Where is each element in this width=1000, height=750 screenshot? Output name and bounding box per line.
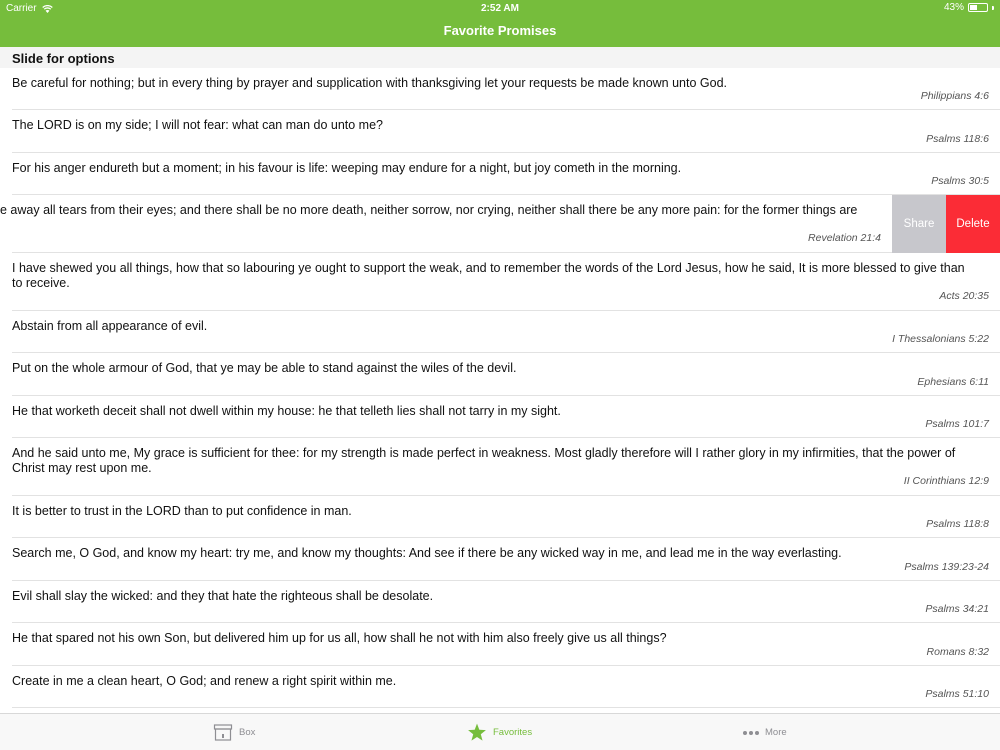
list-item[interactable] <box>0 538 1000 581</box>
tab-box-label: Box <box>239 727 256 738</box>
swiped-row-content[interactable] <box>0 195 1000 253</box>
list-item[interactable] <box>0 153 1000 195</box>
promise-text: It is better to trust in the LORD than to put confidence in man. <box>12 504 352 518</box>
list-item[interactable] <box>0 581 1000 623</box>
promise-text: Create in me a clean heart, O God; and renew a right spirit within me. <box>12 674 397 688</box>
box-icon <box>213 724 233 741</box>
status-bar <box>0 0 1000 16</box>
promise-reference: Psalms 34:21 <box>925 603 989 615</box>
promise-text: Be careful for nothing; but in every thing by prayer and supplication with thanksgiving let your requests be made known unto God. <box>12 76 728 90</box>
promise-text: And he said unto me, My grace is sufficient for thee: for my strength is made perfect in weakness. Most gladly therefore will I rather glory in my infirmities, that the power of Christ may rest upon me. <box>12 446 956 475</box>
list-item[interactable] <box>0 311 1000 353</box>
list-item[interactable] <box>0 353 1000 396</box>
tab-bar <box>0 713 1000 750</box>
promise-reference: Romans 8:32 <box>926 646 989 658</box>
carrier-label: Carrier <box>6 3 37 14</box>
battery-percent: 43% <box>943 2 964 13</box>
promise-reference: Psalms 101:7 <box>925 418 989 430</box>
promise-reference: Psalms 118:6 <box>926 133 989 145</box>
promise-reference: Philippians 4:6 <box>920 90 989 102</box>
promise-reference: II Corinthians 12:9 <box>903 475 989 487</box>
carrier-status <box>6 3 53 14</box>
list-item[interactable] <box>0 623 1000 666</box>
promise-text: For his anger endureth but a moment; in his favour is life: weeping may endure for a night, but joy cometh in the morning. <box>12 161 682 175</box>
battery-icon <box>968 3 988 12</box>
tab-favorites[interactable] <box>467 714 532 750</box>
list-item-swiped[interactable] <box>0 195 1000 253</box>
promise-reference: Acts 20:35 <box>939 290 989 302</box>
list-item[interactable] <box>0 253 1000 311</box>
promise-reference: Psalms 118:8 <box>926 518 989 530</box>
top-bar <box>0 0 1000 47</box>
promise-reference: I Thessalonians 5:22 <box>892 333 989 345</box>
list-item[interactable] <box>0 666 1000 708</box>
promise-reference: Psalms 139:23-24 <box>904 561 989 573</box>
promise-text: I have shewed you all things, how that so labouring ye ought to support the weak, and to remember the words of the Lord Jesus, how he said, It is more blessed to give than to receive. <box>12 261 965 290</box>
star-icon <box>467 723 487 742</box>
list-item[interactable] <box>0 110 1000 153</box>
wifi-icon <box>42 5 53 13</box>
list-item[interactable] <box>0 438 1000 496</box>
promise-reference: Revelation 21:4 <box>808 232 881 244</box>
promise-text: Search me, O God, and know my heart: try me, and know my thoughts: And see if there be any wicked way in me, and lead me in the way everlasting. <box>12 546 842 560</box>
tab-more[interactable] <box>743 714 787 750</box>
battery-status <box>944 2 994 13</box>
promises-list[interactable] <box>0 68 1000 713</box>
page-title: Favorite Promises <box>443 23 557 38</box>
status-time: 2:52 AM <box>481 3 519 14</box>
promise-reference: Psalms 51:10 <box>925 688 989 700</box>
delete-button[interactable]: Delete <box>946 195 1000 253</box>
promise-text: He that spared not his own Son, but delivered him up for us all, how shall he not with him also freely give us all things? <box>12 631 667 645</box>
promise-text: Evil shall slay the wicked: and they that hate the righteous shall be desolate. <box>12 589 434 603</box>
section-header-label: Slide for options <box>12 51 115 66</box>
share-button[interactable]: Share <box>892 195 946 253</box>
tab-more-label: More <box>765 727 787 738</box>
tab-favorites-label: Favorites <box>493 727 533 738</box>
promise-text: Put on the whole armour of God, that ye may be able to stand against the wiles of the devil. <box>12 361 517 375</box>
promise-text: The LORD is on my side; I will not fear: what can man do unto me? <box>12 118 384 132</box>
promise-reference: Psalms 30:5 <box>931 175 989 187</box>
promise-text: He that worketh deceit shall not dwell within my house: he that telleth lies shall not tarry in my sight. <box>12 404 561 418</box>
promise-text: Abstain from all appearance of evil. <box>12 319 208 333</box>
tab-box[interactable] <box>213 714 255 750</box>
list-item[interactable] <box>0 68 1000 110</box>
swipe-actions <box>892 195 1000 253</box>
section-header <box>0 47 1000 68</box>
list-item[interactable] <box>0 496 1000 538</box>
promise-text: e away all tears from their eyes; and there shall be no more death, neither sorrow, nor crying, neither shall there be any more pain: for the former things are <box>0 203 858 217</box>
more-dots-icon <box>743 731 759 735</box>
promise-reference: Ephesians 6:11 <box>917 376 989 388</box>
list-item[interactable] <box>0 396 1000 438</box>
